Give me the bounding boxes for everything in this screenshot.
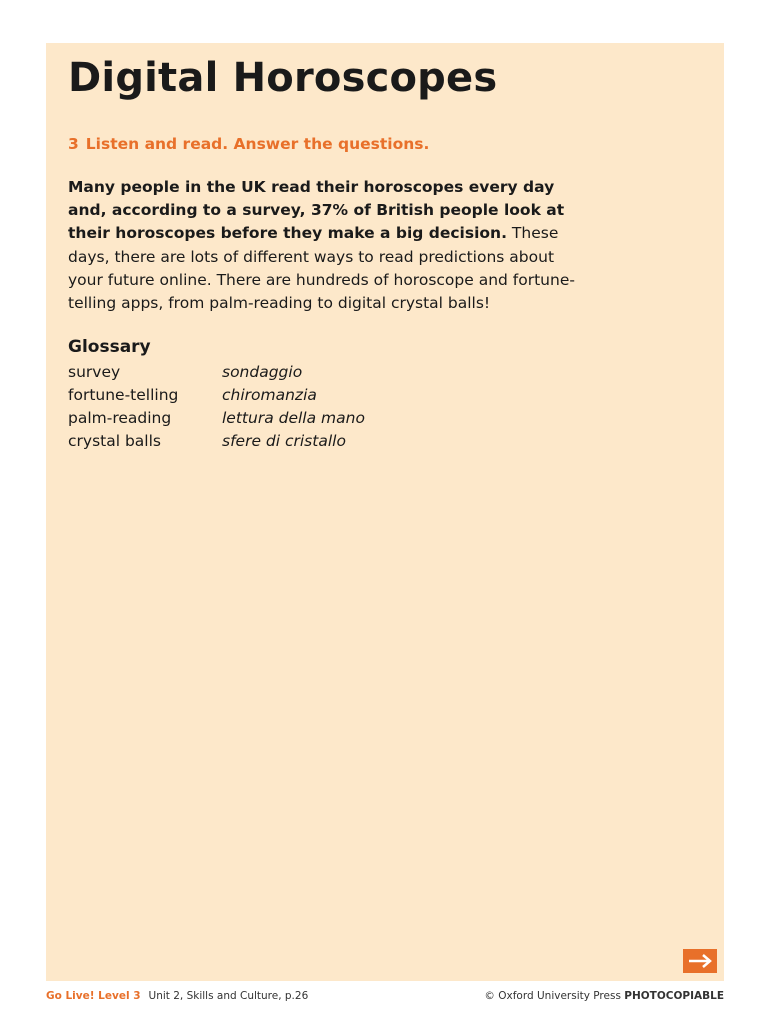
instruction-text: Listen and read. Answer the questions. bbox=[85, 135, 430, 153]
content-panel bbox=[46, 43, 724, 981]
paragraph-regular-text: These days, there are lots of different ways to read predictions about your future online. There are hundreds of horoscope and fortune-telling apps, from palm-reading to digital crystal balls! bbox=[68, 224, 575, 313]
exercise-number: 3 bbox=[68, 135, 79, 153]
glossary-translation: sfere di cristallo bbox=[222, 432, 346, 450]
glossary-item bbox=[68, 430, 468, 453]
glossary-translation: sondaggio bbox=[222, 363, 303, 381]
footer-course-info bbox=[46, 990, 308, 1002]
glossary-term: survey bbox=[68, 363, 121, 381]
glossary-term: crystal balls bbox=[68, 432, 161, 450]
footer-copyright bbox=[484, 990, 724, 1002]
reading-paragraph bbox=[68, 176, 588, 315]
glossary-item bbox=[68, 407, 468, 430]
glossary-term: fortune-telling bbox=[68, 386, 179, 404]
photocopiable-label: PHOTOCOPIABLE bbox=[624, 990, 724, 1002]
next-page-button[interactable] bbox=[683, 949, 717, 973]
copyright-text: © Oxford University Press bbox=[484, 990, 621, 1002]
glossary-list bbox=[68, 361, 468, 453]
page-title: Digital Horoscopes bbox=[68, 55, 498, 101]
glossary-translation: chiromanzia bbox=[222, 386, 317, 404]
glossary-item bbox=[68, 384, 468, 407]
exercise-instruction bbox=[68, 135, 429, 153]
glossary-heading: Glossary bbox=[68, 337, 151, 357]
glossary-translation: lettura della mano bbox=[222, 409, 365, 427]
footer-brand: Go Live! Level 3 bbox=[46, 990, 141, 1002]
paragraph-bold-text: Many people in the UK read their horoscopes every day and, according to a survey, 37% of British people look at their horoscopes before they make a big decision. bbox=[68, 178, 565, 243]
glossary-term: palm-reading bbox=[68, 409, 172, 427]
footer-unit: Unit 2, Skills and Culture, p.26 bbox=[148, 990, 309, 1002]
right-arrow-icon bbox=[683, 949, 717, 973]
glossary-item bbox=[68, 361, 468, 384]
